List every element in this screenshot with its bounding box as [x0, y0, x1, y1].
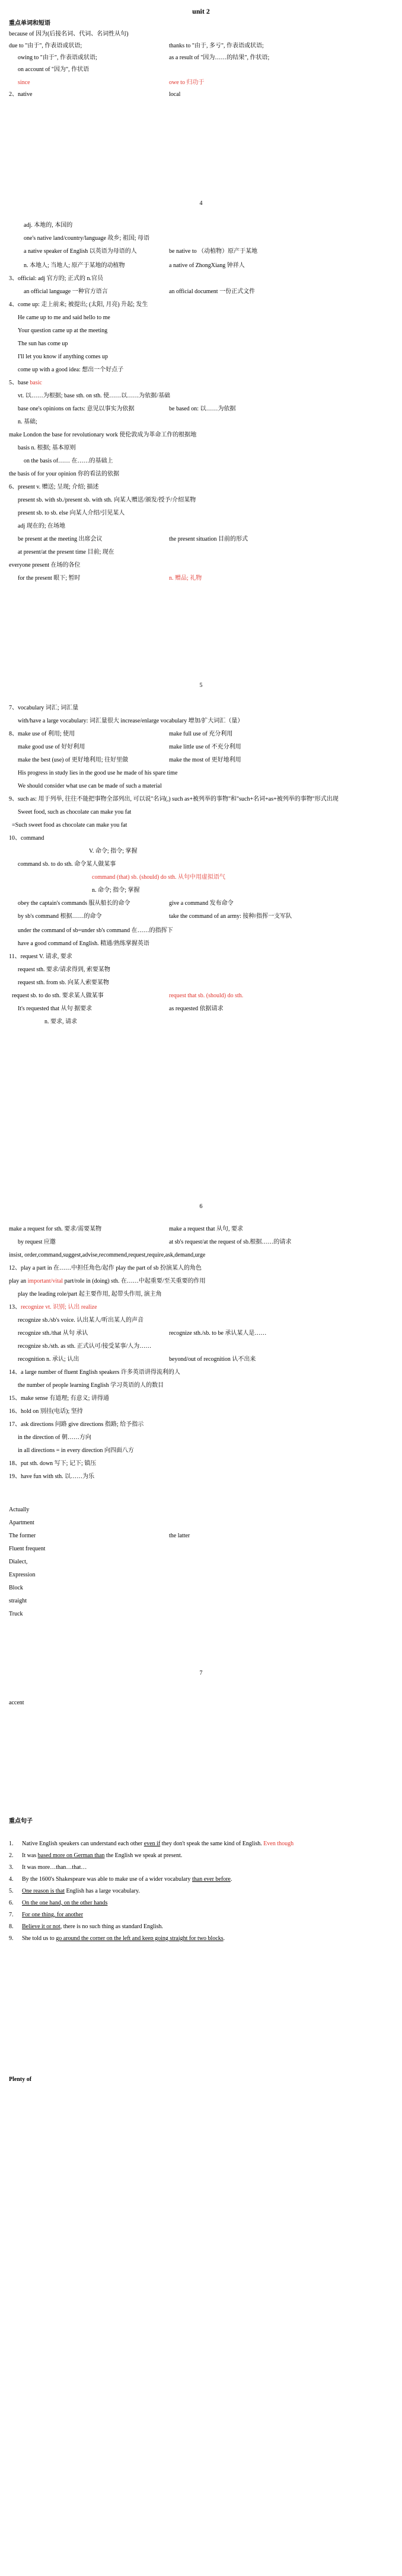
sentence-text: By the 1600's Shakespeare was able to make use of a wider vocabulary: [22, 1876, 192, 1883]
sentence-text: Even though: [263, 1841, 294, 1847]
vocab-text: 5、base: [9, 380, 30, 386]
sentence-number: 3.: [9, 1864, 14, 1871]
vocab-text: come up with a good idea: 想出一个好点子: [18, 367, 124, 373]
vocab-text: the latter: [169, 1533, 190, 1539]
vocab-line: [9, 861, 393, 868]
sentence-number: 7.: [9, 1912, 14, 1918]
vocab-text: We should consider what use can be made of such a material: [18, 783, 162, 789]
vocab-line: [9, 1356, 393, 1363]
vocab-text: a native of ZhongXiang 钟祥人: [169, 262, 245, 269]
vocab-text: on account of "因为", 作状语: [18, 66, 90, 73]
vocab-line: [9, 1369, 393, 1376]
vocab-line: [9, 1421, 393, 1428]
vocab-line: [9, 367, 393, 374]
sentence-item: [9, 1900, 393, 1907]
vocab-line: [9, 705, 393, 712]
vocab-line: [9, 445, 393, 452]
vocab-line: [9, 31, 393, 38]
sentence-item: [9, 1841, 393, 1848]
vocab-text: command (that) sb. (should) do sth. 从句中用虚拟语气: [92, 874, 225, 881]
vocab-line: [9, 523, 393, 530]
vocab-line: [9, 1239, 393, 1246]
vocab-line: [9, 1611, 393, 1618]
vocab-line: [9, 262, 393, 269]
vocab-text: play an: [9, 1278, 28, 1284]
vocab-text: straight: [9, 1598, 27, 1604]
sentence-text: It was: [22, 1852, 38, 1859]
vocab-text: 7、vocabulary 词汇; 词汇量: [9, 705, 79, 711]
vocab-line: [9, 301, 393, 309]
vocab-line: [9, 419, 393, 426]
vocab-line: [9, 1598, 393, 1605]
vocab-text: make the most of 更好地利用: [169, 757, 241, 763]
sentence-text: even if: [143, 1841, 161, 1847]
vocab-text: 14、a large number of fluent English speakers 许多英语讲得流利的人: [9, 1369, 180, 1376]
vocab-text: n. 基础;: [18, 419, 37, 425]
vocab-line: [9, 822, 393, 829]
vocab-line: [9, 927, 393, 934]
vocab-line: [9, 406, 393, 413]
vocab-text: because of 因为(后接名词、代词、名词性从句): [9, 31, 129, 37]
vocab-line: [9, 1317, 393, 1324]
vocab-line: [9, 341, 393, 348]
vocab-line: [9, 1395, 393, 1402]
vocab-text: make little use of 不充分利用: [169, 744, 241, 750]
vocab-text: accent: [9, 1700, 24, 1706]
vocab-text: The sun has come up: [18, 341, 68, 347]
vocab-line: [9, 1304, 393, 1311]
vocab-text: request that sb. (should) do sth.: [169, 993, 244, 999]
vocab-line: [9, 497, 393, 504]
vocab-text: recognize sb./sb's voice. 认出某人/听出某人的声音: [18, 1317, 144, 1324]
vocab-text: with/have a large vocabulary: 词汇量很大 increase/enlarge vocabulary 增加/扩大词汇（量）: [18, 718, 244, 724]
vocab-text: base one's opinions on facts: 意见以事实为依据: [18, 406, 135, 412]
page-number: 6: [199, 1203, 203, 1210]
vocab-line: [9, 718, 393, 725]
sentence-number: 2.: [9, 1852, 14, 1859]
sentence-text: go around the corner on the left and keep going straight for two blocks: [56, 1935, 224, 1942]
vocab-text: make a request for sth. 要求/需要某物: [9, 1226, 102, 1232]
vocab-line: [9, 848, 393, 855]
vocab-text: since: [18, 79, 30, 86]
vocab-line: [9, 91, 393, 98]
vocab-text: in the direction of 朝……方向: [18, 1434, 91, 1441]
vocab-text: 4、come up: 走上前来; 被提出; (太阳, 月亮) 升起; 发生: [9, 301, 148, 308]
vocab-line: [9, 510, 393, 517]
vocab-line: [9, 471, 393, 478]
page-number: 4: [199, 200, 203, 207]
sentence-item: [9, 1852, 393, 1859]
vocab-line: [9, 900, 393, 907]
vocab-text: an official document 一份正式文件: [169, 288, 256, 295]
vocab-text: Truck: [9, 1611, 23, 1617]
vocab-text: make London the base for revolutionary work 使伦敦成为革命工作的根据地: [9, 432, 197, 438]
vocab-line: [9, 275, 393, 282]
vocab-line: [9, 1252, 393, 1259]
vocab-text: Sweet food, such as chocolate can make you fat: [18, 809, 132, 815]
vocab-text: adj 现在的; 在场地: [18, 523, 65, 529]
vocab-text: 17、ask directions 问路 give directions 指路; 给予指示: [9, 1421, 144, 1428]
vocab-text: at sb's request/at the request of sb.根据……的请求: [169, 1239, 292, 1245]
vocab-text: basic: [30, 380, 42, 386]
vocab-text: in all directions = in every direction 向四面八方: [18, 1447, 134, 1454]
vocab-line: [9, 562, 393, 569]
vocab-line: [9, 1460, 393, 1467]
vocab-text: present sb. with sb./present sb. with sth. 向某人赠送/颁发/授予/介绍某物: [18, 497, 196, 503]
vocab-line: [9, 235, 393, 242]
vocab-line: [9, 1019, 393, 1026]
page-number: 7: [199, 1670, 203, 1676]
vocab-line: [9, 222, 393, 229]
vocab-line: [9, 1343, 393, 1350]
vocab-text: due to "由于", 作表语或状语;: [9, 43, 82, 49]
vocab-line: [9, 484, 393, 491]
vocab-text: =Such sweet food as chocolate can make you fat: [12, 822, 127, 828]
vocab-text: Dialect,: [9, 1559, 28, 1565]
vocab-text: insist, order,command,suggest,advise,recommend,request,require,ask,demand,urge: [9, 1252, 206, 1258]
vocab-line: [9, 380, 393, 387]
sentence-number: 1.: [9, 1841, 14, 1847]
vocab-line: [9, 1585, 393, 1592]
sentence-text: based more on German than: [37, 1852, 105, 1859]
vocab-text: 19、have fun with sth. 以……为乐: [9, 1473, 95, 1480]
vocab-text: for the present 眼下; 暂时: [18, 575, 81, 582]
vocab-text: as requested 依据请求: [169, 1006, 224, 1012]
sentence-item: [9, 1923, 393, 1931]
sentence-text: Native English speakers can understand each other: [22, 1841, 144, 1847]
vocab-line: [9, 314, 393, 322]
vocab-line: [9, 835, 393, 842]
vocab-text: be present at the meeting 出席会议: [18, 536, 103, 542]
vocab-line: [9, 757, 393, 764]
vocab-text: important/vital: [27, 1278, 63, 1284]
vocab-text: make a request that 从句, 要求: [169, 1226, 243, 1232]
sentence-item: [9, 1935, 393, 1942]
sentence-text: For one thing, for another: [22, 1912, 84, 1918]
sentence-number: 8.: [9, 1923, 14, 1930]
vocab-text: Actually: [9, 1507, 30, 1513]
vocab-line: [9, 393, 393, 400]
vocab-text: I'll let you know if anything comes up: [18, 354, 109, 360]
sentence-text: On the one hand, on the other hands: [22, 1900, 108, 1906]
vocab-text: 9、such as: 用于列举, 往往不能把事物全部列出, 可以说"名词(,) such as+被列举的事物"和"such+名词+as+被列举的事物"形式出现: [9, 796, 339, 802]
vocab-line: [9, 1278, 393, 1285]
vocab-text: Block: [9, 1585, 23, 1591]
vocab-text: n. 命令; 指令; 掌握: [92, 887, 140, 894]
vocab-text: have a good command of English. 精通/熟练掌握英语: [18, 940, 149, 947]
vocab-line: [9, 887, 393, 894]
vocab-line: [9, 783, 393, 790]
vocab-text: 12、play a part in 在……中担任角色/起作 play the part of sb 扮演某人的角色: [9, 1265, 202, 1271]
vocab-text: local: [169, 91, 181, 98]
vocab-line: [9, 1291, 393, 1298]
sentence-number: 6.: [9, 1900, 14, 1906]
vocab-text: Your question came up at the meeting: [18, 327, 108, 334]
vocab-line: [9, 966, 393, 974]
vocab-text: owing to "由于", 作表语或状语;: [18, 54, 97, 61]
vocab-text: a native speaker of English 以英语为母语的人: [24, 248, 137, 255]
vocab-text: the present situation 目前的形式: [169, 536, 248, 542]
vocab-text: obey the captain's commands 服从船长的命令: [18, 900, 130, 907]
unit-title: unit 2: [192, 7, 210, 15]
vocab-line: [9, 770, 393, 777]
vocab-text: give a command 发布命令: [169, 900, 234, 907]
vocab-text: recognition n. 承认; 认出: [18, 1356, 79, 1363]
vocab-text: by request 应邀: [18, 1239, 56, 1245]
vocab-line: [9, 549, 393, 556]
vocab-line: [9, 1408, 393, 1415]
vocab-line: [9, 1473, 393, 1480]
vocab-line: [9, 536, 393, 543]
vocab-line: [9, 1330, 393, 1337]
vocab-text: take the command of an army: 接种/指挥一支军队: [169, 913, 292, 920]
sentence-text: .: [230, 1876, 232, 1883]
vocab-line: [9, 66, 393, 73]
sentence-text: , there is no such thing as standard English.: [60, 1923, 164, 1930]
vocab-line: [9, 913, 393, 920]
vocab-line: [9, 79, 393, 86]
vocab-line: [9, 1382, 393, 1389]
section-heading-vocab: 重点单词和短语: [9, 20, 50, 27]
vocab-line: [9, 432, 393, 439]
vocab-line: [9, 1700, 393, 1707]
vocab-text: 18、put sth. down 写下; 记下; 镇压: [9, 1460, 97, 1467]
vocab-text: by sb's command 根据……的命令: [18, 913, 102, 920]
vocab-line: [9, 1226, 393, 1233]
vocab-text: one's native land/country/language 故乡; 祖国; 母语: [24, 235, 150, 242]
sentence-number: 4.: [9, 1876, 14, 1883]
vocab-text: present sb. to sb. else 向某人介绍/引见某人: [18, 510, 125, 516]
vocab-text: request sb. to do sth. 要求某人做某事: [12, 993, 104, 999]
sentence-text: the English we speak at present.: [104, 1852, 183, 1859]
vocab-line: [9, 327, 393, 335]
key-sentences-list: [9, 1841, 393, 1947]
vocab-text: recognize sth./sb. to be 承认某人是……: [169, 1330, 267, 1337]
vocab-text: part/role in (doing) sth. 在……中起重要/至关重要的作用: [63, 1278, 206, 1284]
vocab-text: play the leading role/part 起主要作用, 起带头作用, 演主角: [18, 1291, 162, 1297]
vocab-line: [9, 979, 393, 987]
vocab-text: 10、command: [9, 835, 44, 841]
vocab-text: 8、make use of 利用; 使用: [9, 731, 75, 737]
vocab-text: the number of people learning English 学习英语的人的数目: [18, 1382, 164, 1389]
vocab-text: everyone present 在场的各位: [9, 562, 81, 568]
vocab-text: owe to 归功于: [169, 79, 205, 86]
vocab-text: under the command of sb=under sb's command 在……的指挥下: [18, 927, 173, 934]
vocab-text: make the best (use) of 更好地利用; 往好里做: [18, 757, 129, 763]
vocab-text: 15、make sense 有道理; 有意义; 讲得通: [9, 1395, 109, 1402]
vocab-line: [9, 1533, 393, 1540]
vocab-text: be based on: 以……为依据: [169, 406, 236, 412]
vocab-text: 11、request V. 请求, 要求: [9, 953, 72, 960]
sentence-text: they don't speak the same kind of English.: [160, 1841, 264, 1847]
vocab-text: on the basis of…… 在……的基础上: [24, 458, 113, 464]
vocab-line: [9, 1520, 393, 1527]
page-number: 5: [199, 682, 203, 689]
vocab-line: [9, 54, 393, 62]
vocab-line: [9, 1559, 393, 1566]
vocab-text: realize: [81, 1304, 97, 1311]
vocab-text: basis n. 根据; 基本原则: [18, 445, 76, 451]
vocab-text: recognize sth./that 从句 承认: [18, 1330, 88, 1337]
vocab-line: [9, 1507, 393, 1514]
vocab-line: [9, 458, 393, 465]
sentence-text: She told us to: [22, 1935, 56, 1942]
vocab-text: n. 赠品; 礼物: [169, 575, 202, 582]
vocab-text: vt. 以……为根据; base sth. on sth. 使……以……为依据/基础: [18, 393, 170, 399]
vocab-text: Fluent frequent: [9, 1546, 46, 1552]
section-heading-sentences: 重点句子: [9, 1818, 33, 1825]
vocab-text: request sth. 要求/请求得到, 索要某物: [18, 966, 110, 973]
vocab-text: as a result of "因为……的结果", 作状语;: [169, 54, 270, 61]
vocab-line: [9, 993, 393, 1000]
vocab-text: n. 要求, 请求: [44, 1019, 77, 1025]
vocab-line: [9, 1265, 393, 1272]
vocab-text: 3、official: adj 官方的; 正式的 n.官员: [9, 275, 103, 282]
vocab-text: recognize vt. 识别; 认出: [21, 1304, 80, 1311]
vocab-text: be native to （动植物）原产于某地: [169, 248, 258, 255]
vocab-line: [9, 1434, 393, 1441]
vocab-line: [9, 43, 393, 50]
sentence-item: [9, 1864, 393, 1871]
vocab-text: It's requested that 从句 据要求: [18, 1006, 92, 1012]
vocab-line: [9, 1006, 393, 1013]
sentence-item: [9, 1912, 393, 1919]
vocab-line: [9, 874, 393, 881]
sentence-text: Believe it or not: [22, 1923, 60, 1930]
vocab-line: [9, 575, 393, 582]
vocab-line: [9, 809, 393, 816]
sentence-number: 9.: [9, 1935, 14, 1942]
vocab-line: [9, 796, 393, 803]
sentence-text: It was more…than…that…: [22, 1864, 87, 1871]
vocab-text: He came up to me and said hello to me: [18, 314, 110, 321]
vocab-line: [9, 940, 393, 947]
sentence-item: [9, 1876, 393, 1883]
vocab-text: thanks to "由于, 多亏", 作表语或状语;: [169, 43, 264, 49]
vocab-line: [9, 354, 393, 361]
sentence-text: than ever before: [192, 1876, 231, 1883]
sentence-text: One reason is that: [22, 1888, 65, 1894]
vocab-text: The former: [9, 1533, 36, 1539]
vocab-text: beyond/out of recognition 认不出来: [169, 1356, 256, 1363]
vocab-text: V. 命令; 指令; 掌握: [89, 848, 138, 855]
sentence-number: 5.: [9, 1888, 14, 1894]
vocab-text: His progress in study lies in the good use he made of his spare time: [18, 770, 178, 776]
vocab-text: an official language 一种官方语言: [24, 288, 108, 295]
sentence-text: .: [223, 1935, 225, 1942]
sentence-text: English has a large vocabulary.: [64, 1888, 140, 1894]
vocab-text: 16、hold on 别挂(电话); 坚持: [9, 1408, 83, 1415]
vocab-text: make good use of 好好利用: [18, 744, 85, 750]
vocab-text: make full use of 充分利用: [169, 731, 233, 737]
vocab-text: adj. 本地的, 本国的: [24, 222, 73, 229]
vocab-text: recognize sb./sth. as sth. 正式认可/接受某事/人为……: [18, 1343, 152, 1350]
vocab-text: request sth. from sb. 向某人索要某物: [18, 979, 109, 986]
vocab-text: Expression: [9, 1572, 36, 1578]
vocab-line: [9, 1447, 393, 1454]
next-section-heading: Plenty of: [9, 2076, 32, 2083]
vocab-text: 6、present v. 赠送; 呈现; 介绍; 描述: [9, 484, 99, 490]
vocab-line: [9, 953, 393, 961]
vocab-text: 2、native: [9, 91, 33, 98]
vocab-text: n. 本地人; 当地人; 原产于某地的动植物: [24, 262, 125, 269]
vocab-text: command sb. to do sth. 命令某人做某事: [18, 861, 116, 868]
vocab-line: [9, 1546, 393, 1553]
vocab-line: [9, 744, 393, 751]
vocab-line: [9, 288, 393, 295]
vocab-line: [9, 731, 393, 738]
sentence-item: [9, 1888, 393, 1895]
vocab-text: the basis of for your opinion 你的看法的依据: [9, 471, 120, 477]
vocab-text: at present/at the present time 目前; 现在: [18, 549, 114, 555]
vocab-line: [9, 1572, 393, 1579]
vocab-line: [9, 248, 393, 255]
vocab-text: 13、: [9, 1304, 21, 1311]
vocab-text: Apartment: [9, 1520, 34, 1526]
